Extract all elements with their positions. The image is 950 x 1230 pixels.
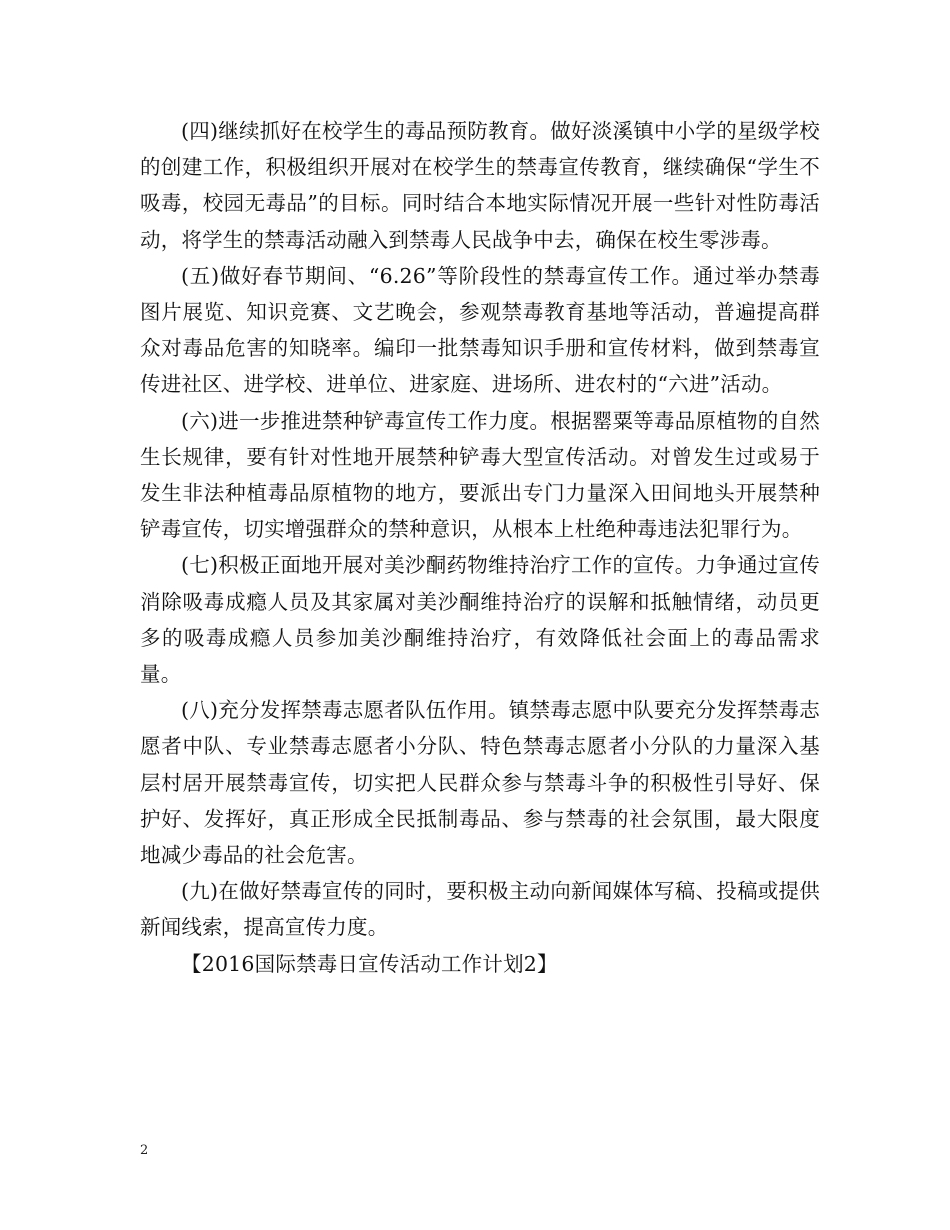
document-body [140,113,820,982]
paragraph-8-volunteer-teams: (八)充分发挥禁毒志愿者队伍作用。镇禁毒志愿中队要充分发挥禁毒志愿者中队、专业禁毒志愿者小分队、特色禁毒志愿者小分队的力量深入基层村居开展禁毒宣传，切实把人民群众参与禁毒斗争的积极性引导好、保护好、发挥好，真正形成全民抵制毒品、参与禁毒的社会氛围，最大限度地减少毒品的社会危害。 [140,698,820,868]
paragraph-6-eradication-campaign: (六)进一步推进禁种铲毒宣传工作力度。根据罂粟等毒品原植物的自然生长规律，要有针对性地开展禁种铲毒大型宣传活动。对曾发生过或易于发生非法种植毒品原植物的地方，要派出专门力量深入田间地头开展禁种铲毒宣传，切实增强群众的禁种意识，从根本上杜绝种毒违法犯罪行为。 [140,408,820,542]
paragraph-5-spring-festival-campaign: (五)做好春节期间、“6.26”等阶段性的禁毒宣传工作。通过举办禁毒图片展览、知识竞赛、文艺晚会，参观禁毒教育基地等活动，普遍提高群众对毒品危害的知晓率。编印一批禁毒知识手册和宣传材料，做到禁毒宣传进社区、进学校、进单位、进家庭、进场所、进农村的“六进”活动。 [140,263,820,397]
section-title: 【2016国际禁毒日宣传活动工作计划2】 [181,951,558,976]
paragraph-9-media-outreach: (九)在做好禁毒宣传的同时，要积极主动向新闻媒体写稿、投稿或提供新闻线索，提高宣传力度。 [140,879,820,940]
paragraph-7-methadone-treatment: (七)积极正面地开展对美沙酮药物维持治疗工作的宣传。力争通过宣传消除吸毒成瘾人员及其家属对美沙酮维持治疗的误解和抵触情绪，动员更多的吸毒成瘾人员参加美沙酮维持治疗，有效降低社会面上的毒品需求量。 [140,553,820,687]
page-number: 2 [140,1143,149,1158]
paragraph-4-drug-prevention-students: (四)继续抓好在校学生的毒品预防教育。做好淡溪镇中小学的星级学校的创建工作，积极组织开展对在校学生的禁毒宣传教育，继续确保“学生不吸毒，校园无毒品”的目标。同时结合本地实际情况开展一些针对性防毒活动，将学生的禁毒活动融入到禁毒人民战争中去，确保在校生零涉毒。 [140,119,820,252]
